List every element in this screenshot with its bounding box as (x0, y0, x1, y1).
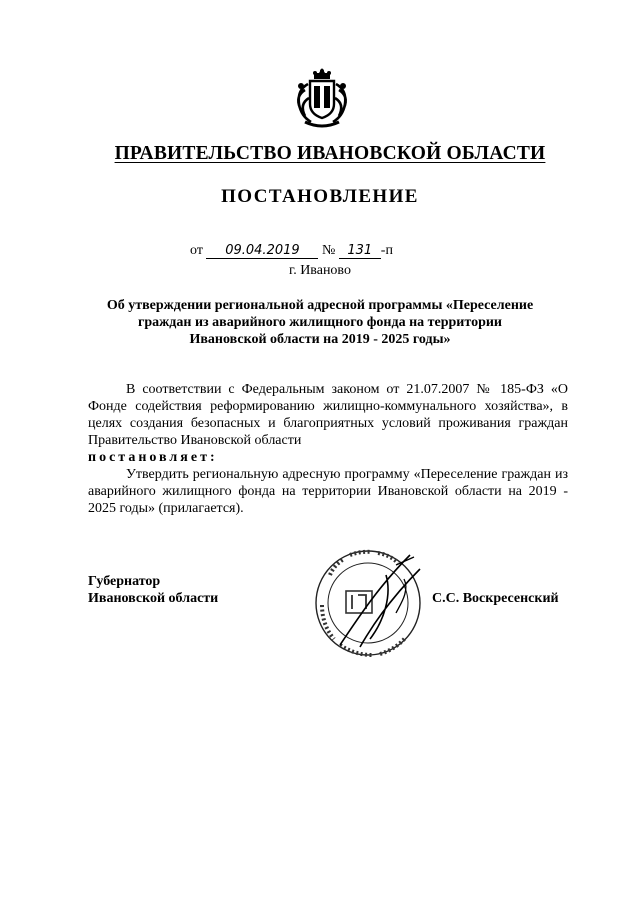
number-prefix: № (321, 243, 336, 258)
organization-name: ПРАВИТЕЛЬСТВО ИВАНОВСКОЙ ОБЛАСТИ (114, 143, 546, 164)
number-suffix: -п (380, 243, 393, 258)
preamble-paragraph: В соответствии с Федеральным законом от 21.07.2007 № 185-ФЗ «О Фонде содействия реформированию жилищно-коммунального хозяйства», в целях создания безопасных и благоприятных условий проживания граждан Правительство Ивановской области (88, 382, 568, 448)
document-body (88, 381, 568, 517)
subject-line: граждан из аварийного жилищного фонда на территории (138, 315, 502, 330)
resolves-keyword: постановляет: (88, 450, 218, 465)
city-name: г. Иваново (289, 263, 351, 278)
document-subject (90, 297, 550, 348)
coat-of-arms-icon (291, 64, 353, 130)
signatory-title-line: Ивановской области (88, 591, 219, 606)
official-stamp-icon (300, 535, 440, 670)
signatory-title (88, 573, 218, 607)
subject-line: Об утверждении региональной адресной программы «Переселение (106, 298, 534, 313)
date-prefix: от (190, 243, 203, 258)
subject-line: Ивановской области на 2019 - 2025 годы» (189, 332, 451, 347)
signatory-name: С.С. Воскресенский (432, 591, 559, 606)
resolution-paragraph: Утвердить региональную адресную программу «Переселение граждан из аварийного жилищного фонда на территории Ивановской области на 2019 - 2025 годы» (прилагается). (88, 467, 568, 516)
document-number: 131 (339, 244, 381, 259)
document-date: 09.04.2019 (206, 244, 318, 259)
date-number-line (190, 243, 470, 259)
document-type-title: ПОСТАНОВЛЕНИЕ (221, 186, 419, 207)
signatory-title-line: Губернатор (88, 574, 161, 589)
